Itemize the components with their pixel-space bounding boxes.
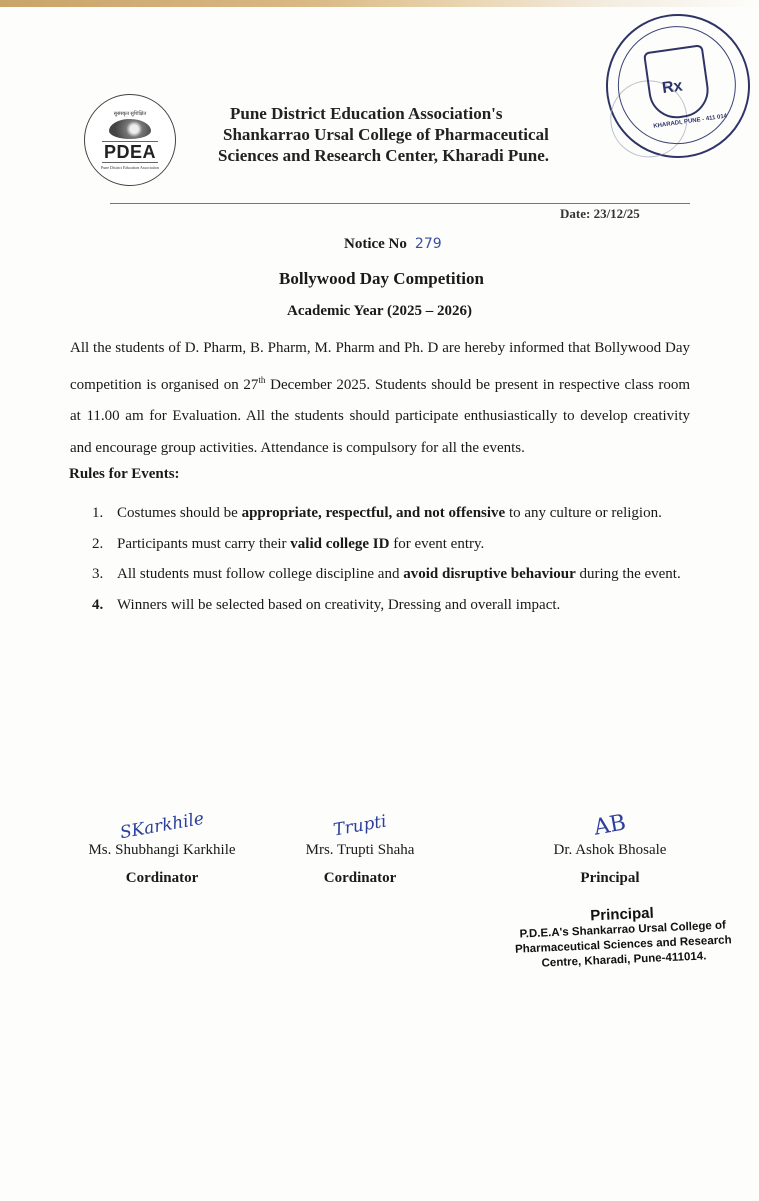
- rules-list: [92, 498, 692, 621]
- rule-text: All students must follow college discipline and: [117, 566, 404, 582]
- page-top-edge: [0, 0, 759, 7]
- rule-number: 2.: [92, 535, 104, 552]
- signatory-coordinator-1: [82, 808, 242, 887]
- academic-year: [0, 303, 759, 320]
- rule-text-end: to any culture or religion.: [505, 505, 662, 521]
- body-text-part-2: December 2025. Students should be present in respective class room at 11.00 am for Evaluation. All the students should participate enthusiastically to develop creativity and encourage group activities. Attendance is compulsory for all the events.: [70, 376, 691, 456]
- signatory-role: Cordinator: [323, 870, 397, 886]
- rule-number: 3.: [92, 566, 104, 582]
- signatory-principal: [545, 812, 675, 887]
- stamp-text: KHARADI, PUNE - 411 014: [653, 113, 728, 130]
- notice-number-label: Notice No: [344, 236, 407, 252]
- rule-emphasis: valid college ID: [290, 535, 390, 552]
- logo-subtitle: Pune District Education Association: [101, 164, 159, 170]
- letterhead: [218, 103, 598, 166]
- principal-stamp-line: Centre, Kharadi, Pune-411014.: [541, 950, 707, 970]
- rule-text: Participants must carry their: [117, 535, 291, 552]
- rule-item: [92, 529, 692, 560]
- principal-stamp-title: Principal: [589, 904, 655, 925]
- principal-stamp-line: P.D.E.A's Shankarrao Ursal College of: [519, 919, 727, 941]
- principal-stamp-line: Pharmaceutical Sciences and Research: [514, 934, 732, 956]
- rule-item: [92, 559, 692, 590]
- notice-date: Date: 23/12/25: [560, 206, 640, 221]
- signatory-role: Cordinator: [125, 870, 199, 886]
- rule-number: 1.: [92, 505, 104, 521]
- signatory-role: Principal: [580, 870, 640, 886]
- rule-item: [92, 590, 692, 621]
- signatory-name: Dr. Ashok Bhosale: [553, 842, 667, 858]
- rule-text-end: for event entry.: [389, 535, 485, 552]
- academic-year-label: Academic Year: [287, 303, 384, 319]
- body-text-part-1: All the students of D. Pharm, B. Pharm, M. Pharm and Ph. D are hereby informed that Bollywood Day competition is organised on 27: [70, 340, 690, 393]
- notice-title: [0, 269, 759, 289]
- notice-number: [344, 236, 442, 253]
- body-ordinal: th: [258, 374, 266, 385]
- logo-abbreviation: PDEA: [103, 141, 156, 162]
- college-seal-stamp: [597, 5, 759, 168]
- signature: Trupti: [331, 811, 389, 841]
- rule-text-block: [117, 559, 692, 590]
- letterhead-line-1: Pune District Education Association's: [230, 104, 503, 123]
- notice-number-handwritten: 279: [414, 236, 442, 252]
- lamp-icon: [109, 119, 151, 139]
- letterhead-line-2: Shankarrao Ursal College of Pharmaceutical: [223, 125, 549, 144]
- rule-number: 4.: [92, 597, 104, 613]
- rule-emphasis: appropriate, respectful, and not offensive: [241, 505, 506, 521]
- academic-year-value: (2025 – 2026): [386, 303, 472, 319]
- rule-text: Costumes should be: [117, 505, 242, 521]
- signature: SKarkhile: [118, 808, 206, 844]
- rule-text: Winners will be selected based on creativity, Dressing and overall impact.: [117, 597, 561, 613]
- pdea-logo: [84, 94, 176, 186]
- notice-body: [70, 333, 690, 464]
- signatory-coordinator-2: [300, 812, 420, 887]
- rule-item: [92, 498, 692, 529]
- signatory-name: Mrs. Trupti Shaha: [305, 842, 415, 858]
- header-divider: [110, 203, 690, 204]
- signatory-name: Ms. Shubhangi Karkhile: [88, 842, 236, 858]
- notice-title-text: Bollywood Day Competition: [279, 269, 484, 288]
- signature: AB: [591, 810, 628, 841]
- letterhead-line-3: Sciences and Research Center, Kharadi Pune.: [218, 146, 550, 165]
- logo-motto: सुसंस्कृत सुशिक्षित: [113, 111, 147, 117]
- rx-symbol-icon: Rx: [661, 77, 684, 98]
- rules-heading: Rules for Events:: [69, 466, 180, 482]
- principal-rubber-stamp: [507, 901, 739, 973]
- rule-text-end: during the event.: [575, 566, 681, 582]
- rule-emphasis: avoid disruptive behaviour: [403, 566, 576, 582]
